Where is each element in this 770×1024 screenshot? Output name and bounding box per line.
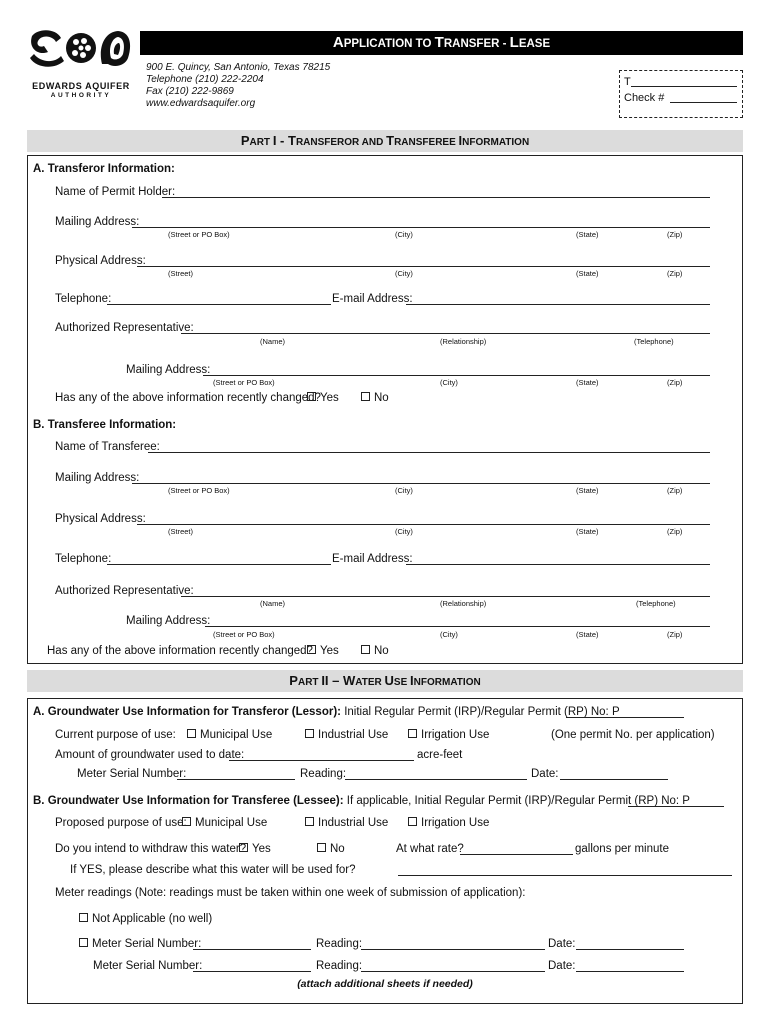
heading-char: I xyxy=(458,133,463,148)
withdraw-question: Do you intend to withdraw this water? xyxy=(55,843,247,855)
withdraw-yes-option[interactable] xyxy=(239,843,271,856)
changed-yes-option[interactable] xyxy=(307,645,339,658)
industrial-label: Industrial Use xyxy=(318,729,389,741)
sublabel: (Telephone) xyxy=(636,599,676,608)
industrial-option[interactable] xyxy=(305,817,388,830)
mailing-address-label: Mailing Address: xyxy=(55,216,140,228)
sublabel: (City) xyxy=(395,230,413,239)
date-field[interactable] xyxy=(576,949,684,950)
reading-field[interactable] xyxy=(361,971,545,972)
heading-char: II – W xyxy=(321,673,356,688)
checkbox[interactable] xyxy=(408,817,417,826)
sublabel: (Name) xyxy=(260,337,286,346)
office-use-box xyxy=(619,70,743,118)
date-field[interactable] xyxy=(560,779,668,780)
physical-address-field[interactable] xyxy=(137,524,710,525)
heading-char: NFORMATION xyxy=(462,137,530,148)
permit-holder-field[interactable] xyxy=(162,197,710,198)
checkbox[interactable] xyxy=(361,645,370,654)
sublabel: (Street) xyxy=(168,527,194,536)
physical-address-field[interactable] xyxy=(137,266,710,267)
heading-char: I xyxy=(410,673,414,688)
sublabel: (State) xyxy=(576,527,599,536)
heading-char: RANSFEREE xyxy=(394,137,459,148)
irrigation-label: Irrigation Use xyxy=(421,817,490,829)
mailing-address-field[interactable] xyxy=(132,483,710,484)
no-label: No xyxy=(330,843,345,855)
municipal-label: Municipal Use xyxy=(200,729,273,741)
transferee-title: B. Transferee Information: xyxy=(33,419,177,431)
meter-serial-field[interactable] xyxy=(177,779,295,780)
no-label: No xyxy=(374,392,389,404)
date-label: Date: xyxy=(531,768,559,780)
yes-label: Yes xyxy=(320,645,339,657)
sublabel: (Relationship) xyxy=(440,599,487,608)
heading-char: RANSFEROR AND xyxy=(295,137,387,148)
lessee-line xyxy=(33,795,690,808)
sublabel: (Name) xyxy=(260,599,286,608)
sublabel: (Zip) xyxy=(667,527,683,536)
not-applicable-label: Not Applicable (no well) xyxy=(92,913,213,925)
checkbox[interactable] xyxy=(182,817,191,826)
checkbox[interactable] xyxy=(307,645,316,654)
rate-field[interactable] xyxy=(460,854,573,855)
lessee-permit-text: If applicable, Initial Regular Permit (IRP)/Regular Permit (RP) No: P xyxy=(346,795,690,807)
email-label: E-mail Address: xyxy=(332,293,413,305)
withdraw-no-option[interactable] xyxy=(317,843,345,856)
fax: Fax (210) 222-9869 xyxy=(146,86,234,97)
org-subname: AUTHORITY xyxy=(50,92,112,99)
logo xyxy=(28,28,134,99)
sublabel: (State) xyxy=(576,486,599,495)
sublabel: (State) xyxy=(576,630,599,639)
acre-feet-label: acre-feet xyxy=(417,749,463,761)
title-char: L xyxy=(509,34,519,51)
industrial-option[interactable] xyxy=(305,729,388,742)
telephone-field[interactable] xyxy=(107,564,331,565)
municipal-option[interactable] xyxy=(182,817,267,830)
changed-yes-option[interactable] xyxy=(307,392,339,405)
irrigation-option[interactable] xyxy=(408,729,489,742)
transferee-name-field[interactable] xyxy=(148,452,710,453)
reading-field[interactable] xyxy=(345,779,527,780)
transferor-title: A. Transferor Information: xyxy=(33,163,175,175)
rep-mailing-label: Mailing Address: xyxy=(126,364,211,376)
sublabel: (City) xyxy=(440,630,458,639)
sublabel: (Relationship) xyxy=(440,337,487,346)
heading-char: SE xyxy=(393,677,411,688)
changed-no-option[interactable] xyxy=(361,645,389,658)
title-char: EASE xyxy=(518,38,551,50)
heading-char: NFORMATION xyxy=(413,677,481,688)
lessor-line xyxy=(33,706,620,719)
checkbox[interactable] xyxy=(307,392,316,401)
heading-char: P xyxy=(240,133,250,148)
telephone-field[interactable] xyxy=(107,304,331,305)
current-purpose-label: Current purpose of use: xyxy=(55,729,176,741)
amount-label: Amount of groundwater used to date: xyxy=(55,749,245,761)
reading-field[interactable] xyxy=(361,949,545,950)
sublabel: (Street or PO Box) xyxy=(168,486,230,495)
sublabel: (State) xyxy=(576,269,599,278)
municipal-option[interactable] xyxy=(187,729,272,742)
sublabel: (Zip) xyxy=(667,269,683,278)
logo-mark-icon xyxy=(28,28,134,68)
checkbox[interactable] xyxy=(361,392,370,401)
meter-serial-field[interactable] xyxy=(193,971,311,972)
reading-label: Reading: xyxy=(316,960,363,972)
meter-serial-field[interactable] xyxy=(193,949,311,950)
title-char: RANSFER - xyxy=(443,38,510,50)
checkbox[interactable] xyxy=(408,729,417,738)
lessor-title: A. Groundwater Use Information for Transferor (Lessor): xyxy=(33,706,341,718)
sublabel: (City) xyxy=(395,527,413,536)
date-label: Date: xyxy=(548,960,576,972)
rep-mailing-field[interactable] xyxy=(205,626,710,627)
part1-heading xyxy=(27,130,743,152)
part2-heading xyxy=(27,670,743,692)
heading-char: ATER xyxy=(355,677,385,688)
sublabel: (Zip) xyxy=(667,486,683,495)
email-label: E-mail Address: xyxy=(332,553,413,565)
meter-serial-label: Meter Serial Number: xyxy=(92,938,202,950)
industrial-label: Industrial Use xyxy=(318,817,389,829)
sublabel: (State) xyxy=(576,230,599,239)
checkbox[interactable] xyxy=(187,729,196,738)
checkbox[interactable] xyxy=(305,817,314,826)
reading-label: Reading: xyxy=(300,768,347,780)
heading-char: U xyxy=(384,673,394,688)
gpm-label: gallons per minute xyxy=(575,843,669,855)
sublabel: (City) xyxy=(395,486,413,495)
lessor-permit-text: Initial Regular Permit (IRP)/Regular Permit (RP) No: P xyxy=(344,706,620,718)
email-field[interactable] xyxy=(406,304,710,305)
describe-label: If YES, please describe what this water will be used for? xyxy=(70,864,356,876)
heading-char: I - T xyxy=(272,133,296,148)
lessor-permit-field[interactable] xyxy=(566,717,684,718)
sublabel: (Street) xyxy=(168,269,194,278)
checkbox[interactable] xyxy=(79,913,88,922)
no-label: No xyxy=(374,645,389,657)
changed-no-option[interactable] xyxy=(361,392,389,405)
sublabel: (Street or PO Box) xyxy=(213,630,275,639)
rate-label: At what rate? xyxy=(396,843,464,855)
checkbox[interactable] xyxy=(317,843,326,852)
not-applicable-option[interactable] xyxy=(79,913,212,926)
email-field[interactable] xyxy=(406,564,710,565)
heading-char: P xyxy=(289,673,298,688)
sublabel: (State) xyxy=(576,378,599,387)
telephone-label: Telephone: xyxy=(55,553,112,565)
checkbox[interactable] xyxy=(239,843,248,852)
checkbox[interactable] xyxy=(305,729,314,738)
rep-mailing-field[interactable] xyxy=(203,375,710,376)
rep-mailing-label: Mailing Address: xyxy=(126,615,211,627)
auth-rep-label: Authorized Representative: xyxy=(55,585,194,597)
lessee-title: B. Groundwater Use Information for Transferee (Lessee): xyxy=(33,795,344,807)
title-char: T xyxy=(434,34,444,51)
sublabel: (Zip) xyxy=(667,630,683,639)
website: www.edwardsaquifer.org xyxy=(146,98,256,109)
changed-question: Has any of the above information recently changed? xyxy=(55,392,321,404)
meter-serial-option[interactable] xyxy=(79,938,201,951)
physical-address-label: Physical Address: xyxy=(55,513,146,525)
auth-rep-field[interactable] xyxy=(181,596,710,597)
sublabel: (Street or PO Box) xyxy=(213,378,275,387)
yes-label: Yes xyxy=(252,843,271,855)
changed-question: Has any of the above information recently changed? xyxy=(47,645,313,657)
reading-label: Reading: xyxy=(316,938,363,950)
date-label: Date: xyxy=(548,938,576,950)
title-char: A xyxy=(332,34,344,51)
yes-label: Yes xyxy=(320,392,339,404)
lessee-permit-field[interactable] xyxy=(628,806,724,807)
sublabel: (Zip) xyxy=(667,378,683,387)
one-permit-note: (One permit No. per application) xyxy=(551,729,715,741)
telephone: Telephone (210) 222-2204 xyxy=(146,74,264,85)
sublabel: (City) xyxy=(395,269,413,278)
meter-serial-label-2: Meter Serial Number: xyxy=(93,960,203,972)
meter-serial-label: Meter Serial Number: xyxy=(77,768,187,780)
title-bar xyxy=(140,31,743,55)
org-name: EDWARDS AQUIFER xyxy=(32,81,130,91)
amount-field[interactable] xyxy=(229,760,414,761)
mailing-address-field[interactable] xyxy=(132,227,710,228)
mailing-address-label: Mailing Address: xyxy=(55,472,140,484)
date-field[interactable] xyxy=(576,971,684,972)
checkbox[interactable] xyxy=(79,938,88,947)
attach-note: (attach additional sheets if needed) xyxy=(297,978,473,990)
describe-field[interactable] xyxy=(398,875,732,876)
meter-readings-note: Meter readings (Note: readings must be taken within one week of submission of application): xyxy=(55,887,526,899)
irrigation-label: Irrigation Use xyxy=(421,729,490,741)
check-label: Check # xyxy=(624,92,665,104)
sublabel: (Telephone) xyxy=(634,337,674,346)
heading-char: ART xyxy=(297,677,322,688)
transferee-name-label: Name of Transferee: xyxy=(55,441,160,453)
municipal-label: Municipal Use xyxy=(195,817,268,829)
heading-char: ART xyxy=(249,137,273,148)
title-char: PPLICATION TO xyxy=(343,38,435,50)
sublabel: (Street or PO Box) xyxy=(168,230,230,239)
sublabel: (Zip) xyxy=(667,230,683,239)
auth-rep-label: Authorized Representative: xyxy=(55,322,194,334)
auth-rep-field[interactable] xyxy=(181,333,710,334)
proposed-purpose-label: Proposed purpose of use: xyxy=(55,817,187,829)
sublabel: (City) xyxy=(440,378,458,387)
irrigation-option[interactable] xyxy=(408,817,489,830)
heading-char: T xyxy=(386,133,395,148)
t-label: T xyxy=(624,76,631,88)
permit-holder-label: Name of Permit Holder: xyxy=(55,186,176,198)
telephone-label: Telephone: xyxy=(55,293,112,305)
physical-address-label: Physical Address: xyxy=(55,255,146,267)
address: 900 E. Quincy, San Antonio, Texas 78215 xyxy=(146,62,331,73)
